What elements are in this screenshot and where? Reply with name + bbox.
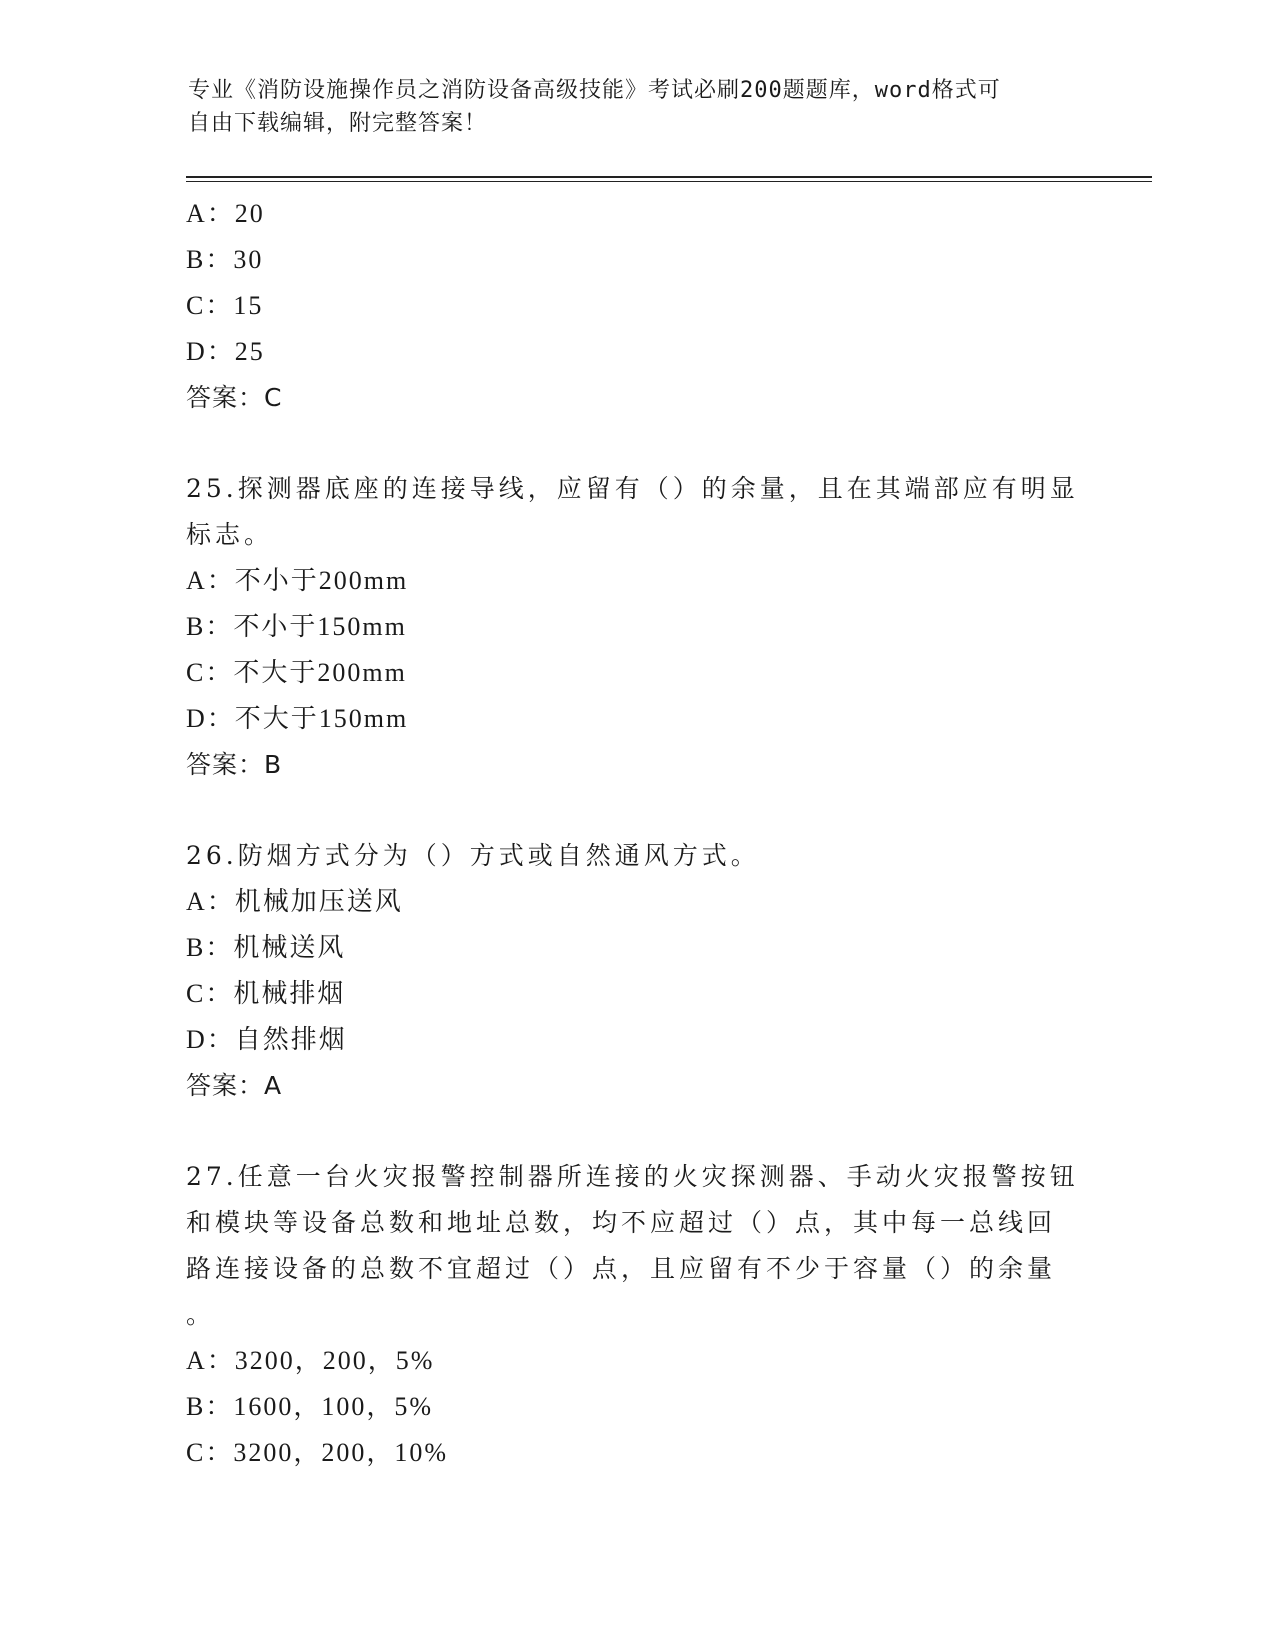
answer-line: 答案：B [186, 750, 283, 779]
question-27 [186, 1154, 1086, 1476]
answer-line: 答案：A [186, 1071, 283, 1100]
question-stem-line-3: 路连接设备的总数不宜超过（）点，且应留有不少于容量（）的余量 [186, 1254, 1057, 1283]
question-gap [186, 788, 1086, 833]
question-24 [186, 191, 1086, 421]
question-list [186, 191, 1086, 1476]
option-b: B：30 [186, 245, 264, 274]
header-title-line-1: 专业《消防设施操作员之消防设备高级技能》考试必刷200题题库，word格式可 [188, 78, 1001, 103]
option-c: C：15 [186, 291, 264, 320]
question-stem-line-2: 和模块等设备总数和地址总数，均不应超过（）点，其中每一总线回 [186, 1208, 1057, 1237]
option-a: A：20 [186, 199, 265, 228]
option-b: B：不小于150mm [186, 612, 407, 641]
answer-line: 答案：C [186, 383, 283, 412]
option-d: D：不大于150mm [186, 704, 409, 733]
option-b: B：机械送风 [186, 933, 346, 962]
question-stem-line-4: 。 [186, 1300, 216, 1329]
option-c: C：3200，200，10% [186, 1438, 449, 1467]
option-d: D：自然排烟 [186, 1025, 347, 1054]
option-a: A：不小于200mm [186, 566, 409, 595]
question-25 [186, 466, 1086, 788]
option-b: B：1600，100，5% [186, 1392, 434, 1421]
question-gap [186, 1109, 1086, 1154]
header-title-line-2: 自由下载编辑，附完整答案！ [188, 111, 488, 136]
header-divider-thick [186, 176, 1152, 178]
option-c: C：机械排烟 [186, 979, 346, 1008]
option-a: A：机械加压送风 [186, 887, 403, 916]
question-stem-line-1: 26.防烟方式分为（）方式或自然通风方式。 [186, 841, 760, 870]
option-d: D：25 [186, 337, 265, 366]
header-divider-thin [186, 181, 1152, 182]
question-stem-line-2: 标志。 [186, 520, 274, 549]
question-stem-line-1: 27.任意一台火灾报警控制器所连接的火灾探测器、手动火灾报警按钮 [186, 1162, 1079, 1191]
option-c: C：不大于200mm [186, 658, 407, 687]
question-stem-line-1: 25.探测器底座的连接导线，应留有（）的余量，且在其端部应有明显 [186, 474, 1079, 503]
document-header [188, 74, 1088, 140]
question-26 [186, 833, 1086, 1109]
option-a: A：3200，200，5% [186, 1346, 435, 1375]
question-gap [186, 421, 1086, 466]
